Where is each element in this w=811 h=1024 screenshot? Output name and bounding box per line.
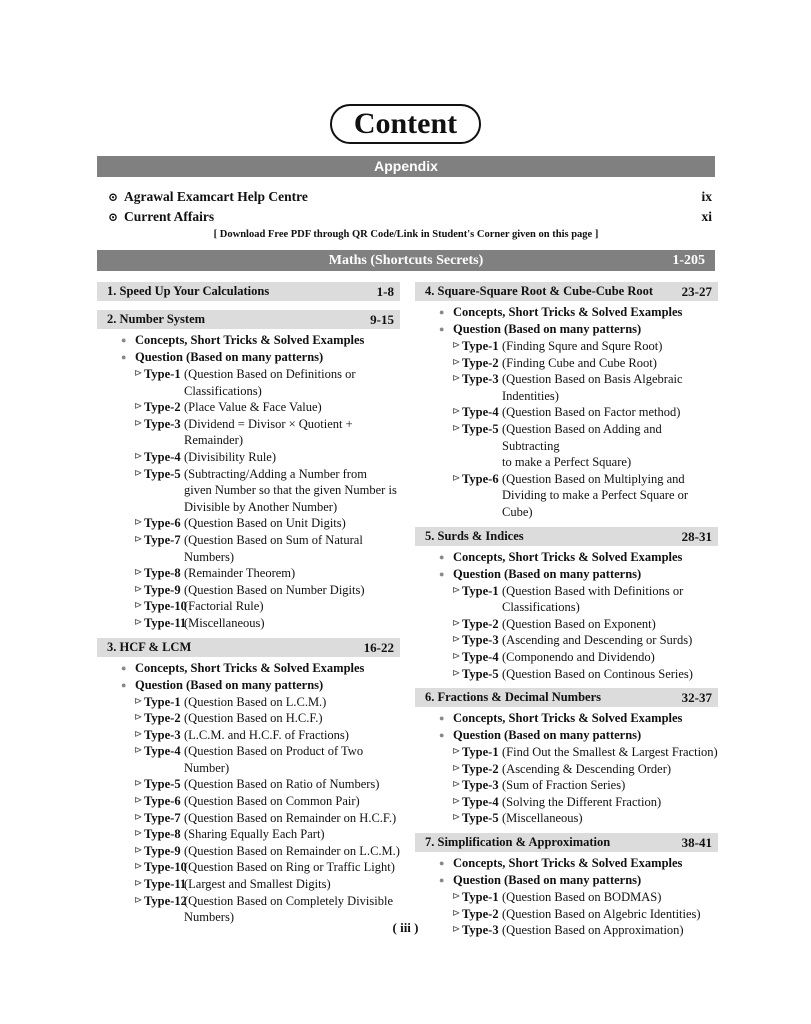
arrow-icon: ⊳ (452, 634, 461, 646)
section-pages: 1-205 (672, 253, 705, 268)
type-item[interactable] (97, 727, 400, 744)
type-label: Type-3 (462, 778, 499, 793)
arrow-icon: ⊳ (134, 517, 143, 529)
chapter-pages: 28-31 (681, 528, 712, 544)
type-item[interactable] (415, 371, 718, 404)
chapter-pages: 16-22 (363, 639, 394, 655)
arrow-icon: ⊳ (134, 861, 143, 873)
type-item[interactable] (97, 743, 400, 776)
appendix-item-label: Current Affairs (124, 209, 215, 224)
chapter-header[interactable] (415, 282, 718, 301)
type-label: Type-1 (462, 745, 499, 760)
arrow-icon: ⊳ (134, 583, 143, 595)
arrow-icon: ⊳ (452, 373, 461, 385)
arrow-icon: ⊳ (134, 368, 143, 379)
chapter-title: 6. Fractions & Decimal Numbers (425, 690, 602, 705)
bullet-item[interactable]: ● Question (Based on many patterns) (415, 566, 718, 583)
type-item[interactable] (97, 399, 400, 416)
type-label: Type-11 (144, 877, 187, 892)
type-description-line: (Question Based on Remainder on H.C.F.) (184, 810, 397, 825)
chapter-pages: 38-41 (681, 835, 712, 851)
chapter-pages: 23-27 (681, 284, 712, 299)
arrow-icon: ⊳ (452, 584, 461, 596)
type-item[interactable] (97, 710, 400, 727)
arrow-icon: ⊳ (134, 567, 143, 579)
type-label: Type-1 (144, 694, 181, 709)
type-description-line: (Factorial Rule) (184, 599, 264, 614)
arrow-icon: ⊳ (452, 762, 461, 774)
type-description-line: (Question Based on Ring or Traffic Light) (184, 860, 395, 875)
type-item[interactable] (415, 810, 718, 827)
type-description-line: (Question Based on L.C.M.) (184, 694, 327, 709)
type-label: Type-3 (462, 923, 499, 938)
type-description-line: (Question Based on Multiplying and (502, 471, 685, 486)
type-item[interactable] (415, 794, 718, 811)
arrow-icon: ⊳ (134, 417, 143, 429)
chapter-title: 5. Surds & Indices (425, 528, 524, 543)
type-label: Type-3 (462, 633, 499, 648)
bullet-item[interactable]: ● Concepts, Short Tricks & Solved Examples (97, 660, 400, 677)
type-description-line: (Place Value & Face Value) (184, 400, 322, 415)
chapter-pages: 32-37 (681, 690, 712, 706)
bullet-item[interactable]: ● Concepts, Short Tricks & Solved Examples (415, 855, 718, 872)
bullet-item[interactable]: ● Question (Based on many patterns) (415, 727, 718, 744)
arrow-icon: ⊳ (452, 812, 461, 824)
arrow-icon: ⊳ (134, 728, 143, 740)
type-item[interactable] (415, 616, 718, 633)
type-description-line: (Question Based on BODMAS) (502, 890, 662, 905)
type-description-line: (Question Based on Common Pair) (184, 794, 360, 809)
type-label: Type-3 (462, 372, 499, 387)
bullet-item[interactable]: ● Question (Based on many patterns) (97, 349, 400, 366)
type-description-line: (Finding Cube and Cube Root) (502, 355, 657, 370)
type-description-line: (Componendo and Dividendo) (502, 649, 655, 664)
type-description-line: (Question Based on Basis Algebraic (502, 372, 683, 387)
arrow-icon: ⊳ (134, 712, 143, 724)
type-description-line: Number) (184, 760, 230, 775)
type-label: Type-3 (144, 727, 181, 742)
type-item[interactable] (97, 449, 400, 466)
type-label: Type-4 (462, 405, 499, 420)
arrow-icon: ⊳ (134, 467, 143, 479)
type-description-line: (Question Based on Adding and Subtracting (502, 421, 662, 453)
appendix-item-label: Agrawal Examcart Help Centre (124, 189, 308, 204)
type-label: Type-8 (144, 827, 181, 842)
type-item[interactable] (97, 843, 400, 860)
type-description-line: (Question Based on Remainder on L.C.M.) (184, 843, 400, 858)
type-label: Type-7 (144, 532, 181, 547)
arrow-icon: ⊳ (134, 811, 143, 823)
type-label: Type-1 (144, 367, 181, 381)
arrow-icon: ⊳ (134, 695, 143, 707)
type-label: Type-10 (144, 860, 187, 875)
chapter-pages: 1-8 (376, 284, 394, 299)
type-description-line: (Question Based on Number Digits) (184, 582, 365, 597)
arrow-icon: ⊳ (452, 472, 461, 484)
type-description-line: Classifications) (184, 383, 262, 398)
type-label: Type-9 (144, 582, 181, 597)
type-label: Type-5 (462, 421, 499, 436)
arrow-icon: ⊳ (134, 894, 143, 906)
circled-dot-icon: ⊙ (108, 190, 119, 204)
appendix-item[interactable] (108, 208, 712, 226)
type-label: Type-4 (144, 744, 181, 759)
bullet-item[interactable]: ● Concepts, Short Tricks & Solved Examples (97, 332, 400, 349)
appendix-note: [ Download Free PDF through QR Code/Link in Student's Corner given on this page ] (213, 229, 599, 240)
arrow-icon: ⊳ (134, 401, 143, 413)
appendix-banner: Appendix (97, 156, 715, 177)
type-description-line: (Question Based on Ratio of Numbers) (184, 777, 380, 792)
section-title: Maths (Shortcuts Secrets) (328, 253, 484, 268)
bullet-item[interactable]: ● Concepts, Short Tricks & Solved Examples (415, 549, 718, 566)
type-label: Type-6 (462, 471, 499, 486)
type-item[interactable] (97, 876, 400, 893)
type-description-line: Numbers) (184, 910, 234, 925)
type-item[interactable] (415, 404, 718, 421)
arrow-icon: ⊳ (452, 667, 461, 679)
arrow-icon: ⊳ (134, 828, 143, 840)
arrow-icon: ⊳ (134, 616, 143, 628)
type-label: Type-1 (462, 583, 499, 598)
arrow-icon: ⊳ (452, 907, 461, 919)
type-description-line: (Question Based on Completely Divisible (184, 893, 394, 908)
type-label: Type-5 (144, 466, 181, 481)
type-description-line: (Question Based on Unit Digits) (184, 516, 346, 531)
bullet-item[interactable]: ● Question (Based on many patterns) (97, 677, 400, 694)
type-description-line: Numbers) (184, 549, 234, 564)
type-label: Type-2 (462, 906, 499, 921)
chapter-header[interactable] (415, 527, 718, 546)
type-label: Type-4 (462, 649, 499, 664)
type-item[interactable] (415, 632, 718, 649)
type-description-line: Remainder) (184, 433, 244, 448)
chapter-title: 3. HCF & LCM (107, 639, 192, 654)
type-label: Type-11 (144, 615, 187, 630)
type-description-line: (Find Out the Smallest & Largest Fraction) (502, 745, 718, 760)
type-item[interactable] (97, 776, 400, 793)
chapter-title: 1. Speed Up Your Calculations (107, 284, 270, 298)
title-wrapper (0, 104, 811, 144)
type-item[interactable] (415, 761, 718, 778)
chapter-title: 4. Square-Square Root & Cube-Cube Root (425, 284, 654, 298)
type-description-line: Divisible by Another Number) (184, 499, 338, 514)
chapter-header[interactable] (415, 833, 718, 852)
type-label: Type-10 (144, 599, 187, 614)
type-description-line: (Largest and Smallest Digits) (184, 877, 331, 892)
appendix-item-page: xi (701, 209, 712, 224)
type-description-line: (Question Based with Definitions or (502, 583, 684, 598)
type-label: Type-12 (144, 893, 187, 908)
type-description-line: (Question Based on Factor method) (502, 405, 681, 420)
arrow-icon: ⊳ (452, 650, 461, 662)
type-item[interactable] (415, 338, 718, 355)
circled-dot-icon: ⊙ (108, 210, 119, 224)
type-item[interactable] (97, 532, 400, 565)
type-description-line: (Solving the Different Fraction) (502, 794, 662, 809)
type-description-line: (Miscellaneous) (502, 811, 583, 826)
type-description-line: (Subtracting/Adding a Number from (184, 466, 367, 481)
arrow-icon: ⊳ (134, 533, 143, 545)
type-item[interactable] (415, 421, 718, 471)
type-description-line: (Question Based on Continous Series) (502, 666, 693, 681)
type-label: Type-7 (144, 810, 181, 825)
type-item[interactable] (415, 777, 718, 794)
type-description-line: (Finding Squre and Squre Root) (502, 339, 663, 353)
type-description-line: (Question Based on Definitions or (184, 367, 356, 381)
type-description-line: (Sharing Equally Each Part) (184, 827, 325, 842)
type-description-line: (L.C.M. and H.C.F. of Fractions) (184, 727, 349, 742)
type-description-line: to make a Perfect Square) (502, 455, 632, 470)
type-item[interactable] (97, 598, 400, 615)
type-item[interactable] (97, 859, 400, 876)
arrow-icon: ⊳ (452, 340, 461, 351)
type-description-line: (Question Based on Sum of Natural (184, 532, 363, 547)
right-column (415, 282, 718, 939)
arrow-icon: ⊳ (134, 745, 143, 757)
bullet-item[interactable]: ● Question (Based on many patterns) (415, 872, 718, 889)
arrow-icon: ⊳ (134, 450, 143, 462)
type-description-line: (Question Based on Exponent) (502, 616, 656, 631)
arrow-icon: ⊳ (134, 778, 143, 790)
type-description-line: (Miscellaneous) (184, 615, 265, 630)
bullet-item[interactable]: ● Question (Based on many patterns) (415, 321, 718, 338)
type-item[interactable] (415, 583, 718, 616)
arrow-icon: ⊳ (134, 795, 143, 807)
type-item[interactable] (97, 466, 400, 516)
arrow-icon: ⊳ (452, 406, 461, 418)
arrow-icon: ⊳ (452, 779, 461, 791)
type-label: Type-3 (144, 416, 181, 431)
arrow-icon: ⊳ (134, 600, 143, 612)
type-description-line: given Number so that the given Number is (184, 483, 397, 498)
type-label: Type-4 (144, 449, 181, 464)
bullet-item[interactable]: ● Concepts, Short Tricks & Solved Examples (415, 304, 718, 321)
type-item[interactable] (97, 366, 400, 399)
type-item[interactable] (97, 615, 400, 632)
type-description-line: Dividing to make a Perfect Square or Cube) (502, 488, 689, 519)
type-label: Type-2 (144, 400, 181, 415)
type-item[interactable] (415, 889, 718, 906)
arrow-icon: ⊳ (452, 924, 461, 936)
type-description-line: (Dividend = Divisor × Quotient + (184, 416, 353, 431)
type-description-line: (Question Based on Approximation) (502, 923, 684, 938)
chapter-header[interactable] (97, 638, 400, 657)
appendix-item-page: ix (701, 189, 712, 204)
type-label: Type-2 (462, 761, 499, 776)
type-item[interactable] (97, 515, 400, 532)
type-label: Type-6 (144, 794, 181, 809)
type-description-line: (Ascending & Descending Order) (502, 761, 672, 776)
type-item[interactable] (97, 793, 400, 810)
type-label: Type-1 (462, 339, 499, 353)
type-label: Type-6 (144, 516, 181, 531)
bullet-item[interactable]: ● Concepts, Short Tricks & Solved Examples (415, 710, 718, 727)
type-label: Type-1 (462, 890, 499, 905)
type-description-line: (Sum of Fraction Series) (502, 778, 626, 793)
type-item[interactable] (415, 666, 718, 683)
arrow-icon: ⊳ (452, 422, 461, 434)
type-item[interactable] (97, 810, 400, 827)
type-item[interactable] (415, 744, 718, 761)
type-label: Type-2 (462, 355, 499, 370)
type-description-line: Classifications) (502, 600, 580, 615)
arrow-icon: ⊳ (134, 878, 143, 890)
type-item[interactable] (97, 582, 400, 599)
type-label: Type-9 (144, 843, 181, 858)
section-banner (97, 250, 715, 271)
arrow-icon: ⊳ (452, 617, 461, 629)
type-description-line: (Question Based on Product of Two (184, 744, 364, 759)
type-label: Type-2 (144, 711, 181, 726)
arrow-icon: ⊳ (452, 795, 461, 807)
type-item[interactable] (97, 565, 400, 582)
type-item[interactable] (97, 694, 400, 711)
type-label: Type-5 (462, 811, 499, 826)
type-description-line: (Divisibility Rule) (184, 449, 277, 464)
arrow-icon: ⊳ (452, 356, 461, 368)
type-description-line: (Question Based on H.C.F.) (184, 711, 323, 726)
type-label: Type-5 (462, 666, 499, 681)
page-title: Content (330, 104, 481, 144)
chapter-title: 2. Number System (107, 312, 206, 326)
type-label: Type-5 (144, 777, 181, 792)
appendix-item[interactable] (108, 188, 712, 206)
type-label: Type-2 (462, 616, 499, 631)
type-description-line: (Ascending and Descending or Surds) (502, 633, 693, 648)
page-number: ( iii ) (392, 920, 419, 935)
type-item[interactable] (97, 416, 400, 449)
arrow-icon: ⊳ (452, 746, 461, 758)
chapter-title: 7. Simplification & Approximation (425, 835, 611, 850)
chapter-header[interactable] (97, 310, 400, 329)
type-label: Type-8 (144, 566, 181, 581)
arrow-icon: ⊳ (134, 844, 143, 856)
left-column (97, 282, 400, 926)
type-description-line: Indentities) (502, 388, 559, 403)
type-item[interactable] (415, 355, 718, 372)
chapter-header[interactable] (97, 282, 400, 301)
arrow-icon: ⊳ (452, 891, 461, 903)
type-label: Type-4 (462, 794, 499, 809)
type-item[interactable] (415, 471, 718, 521)
type-description-line: (Remainder Theorem) (184, 566, 296, 581)
chapter-pages: 9-15 (370, 312, 394, 327)
type-item[interactable] (415, 649, 718, 666)
type-description-line: (Question Based on Algebric Identities) (502, 906, 701, 921)
chapter-header[interactable] (415, 688, 718, 707)
type-item[interactable] (97, 826, 400, 843)
